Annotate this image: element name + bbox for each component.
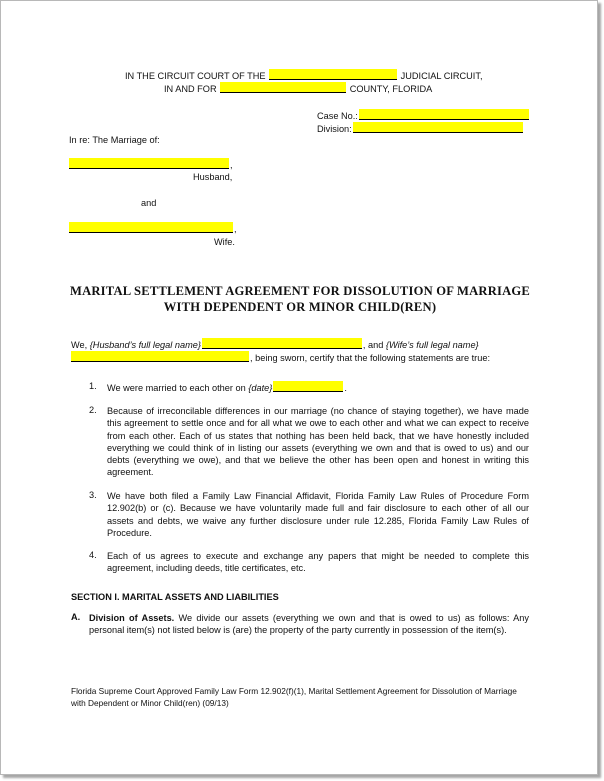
- marriage-date-label: {date}: [248, 383, 273, 393]
- item-2-text: Because of irreconcilable differences in our marriage (no chance of staying together), we have made this agreement to settle once and for all what we owe to each other and what we can expect to receive from each other. Each of us states that nothing has been held back, that we have honestly included everything we could think of in listing our assets (everything we own and that is owed to us) and our debts (everything we owe), and that we believe the other has been open and honest in writing this agreement.: [107, 406, 529, 478]
- wife-full-name-field[interactable]: [71, 351, 249, 362]
- circuit-blank[interactable]: [269, 69, 397, 80]
- county-blank[interactable]: [220, 82, 346, 93]
- subsection-title: Division of Assets.: [89, 613, 175, 623]
- intro-and: , and: [362, 340, 384, 350]
- and-label: and: [141, 198, 157, 208]
- item-number: 1.: [89, 381, 97, 391]
- subsection-letter: A.: [71, 612, 81, 622]
- wife-name-field[interactable]: [69, 222, 233, 233]
- item-1-text: We were married to each other on {date} .: [107, 383, 347, 393]
- intro-line-2: [71, 351, 490, 363]
- husband-name-row: ,: [69, 158, 233, 170]
- case-number-row: [317, 109, 530, 121]
- item-number: 2.: [89, 405, 97, 415]
- wife-name-row: ,: [69, 222, 237, 234]
- husband-full-name-field[interactable]: [202, 338, 362, 349]
- county-prefix: IN AND FOR: [164, 84, 220, 94]
- item-number: 4.: [89, 550, 97, 560]
- county-suffix: COUNTY, FLORIDA: [347, 84, 433, 94]
- intro-sworn-text: , being sworn, certify that the following statements are true:: [250, 353, 491, 363]
- document-title-line-1: MARITAL SETTLEMENT AGREEMENT FOR DISSOLUTION OF MARRIAGE: [70, 284, 530, 298]
- intro-we: We,: [71, 340, 88, 350]
- division-label: Division:: [317, 124, 352, 134]
- wife-full-name-label: {Wife’s full legal name}: [385, 340, 479, 350]
- husband-name-field[interactable]: [69, 158, 229, 169]
- division-field[interactable]: [353, 122, 523, 133]
- court-header-suffix: JUDICIAL CIRCUIT,: [398, 71, 483, 81]
- item-3-text: We have both filed a Family Law Financial Affidavit, Florida Family Law Rules of Procedure Form 12.902(b) or (c). Because we have voluntarily made full and fair disclosure to each other of all our assets and debts, we waive any further disclosure under rule 12.285, Florida Family Law Rules of Procedure.: [107, 491, 529, 538]
- document-title-line-2: WITH DEPENDENT OR MINOR CHILD(REN): [163, 300, 437, 314]
- wife-label: Wife.: [214, 237, 235, 247]
- court-header-line-1: [125, 69, 483, 81]
- court-header-prefix: IN THE CIRCUIT COURT OF THE: [125, 71, 269, 81]
- case-number-label: Case No.:: [317, 111, 358, 121]
- in-re-label: In re: The Marriage of:: [69, 135, 160, 145]
- division-row: [317, 122, 524, 134]
- item-number: 3.: [89, 490, 97, 500]
- court-header-line-2: [164, 82, 432, 94]
- subsection-text: We divide our assets (everything we own and that is owed to us) as follows: Any personal item(s) not listed below is (are) the property of the party currently in possession of the item(s).: [89, 613, 529, 636]
- division-of-assets-paragraph: [89, 612, 529, 637]
- husband-label: Husband,: [193, 172, 233, 182]
- marriage-date-field[interactable]: [273, 381, 343, 392]
- case-number-field[interactable]: [359, 109, 529, 120]
- item-1-text-before: We were married to each other on: [107, 383, 246, 393]
- item-4-text: Each of us agrees to execute and exchange any papers that might be needed to complete this agreement, including deeds, title certificates, etc.: [107, 551, 529, 574]
- section-heading: SECTION I. MARITAL ASSETS AND LIABILITIES: [71, 592, 279, 602]
- husband-full-name-label: {Husband’s full legal name}: [89, 340, 201, 350]
- form-footer: Florida Supreme Court Approved Family Law Form 12.902(f)(1), Marital Settlement Agreement for Dissolution of Marriage with Dependent or Minor Child(ren) (09/13): [71, 686, 517, 708]
- intro-line-1: [71, 338, 479, 350]
